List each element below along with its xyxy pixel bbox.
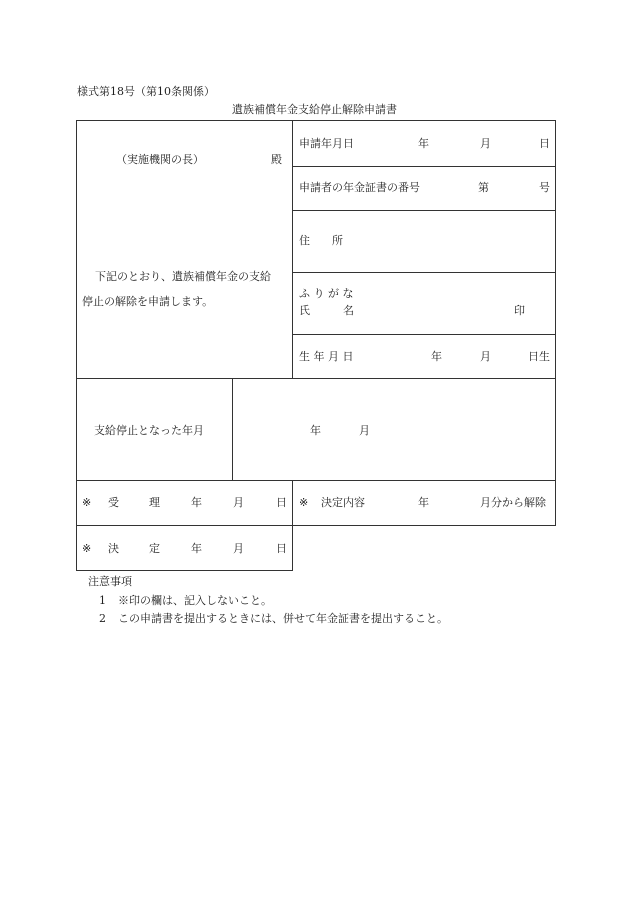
application-date-month: 月 — [480, 137, 491, 150]
name-seal: 印 — [514, 304, 525, 317]
application-date-year: 年 — [418, 137, 429, 150]
decision-content-mark: ※ — [299, 496, 309, 509]
name-label: 氏 名 — [299, 304, 354, 317]
request-text-line2: 停止の解除を申請します。 — [82, 295, 214, 308]
address-label: 住 所 — [299, 234, 343, 247]
request-text-line1: 下記のとおり、遺族補償年金の支給 — [95, 270, 271, 283]
form-number: 様式第18号（第10条関係） — [77, 85, 215, 98]
application-date-label: 申請年月日 — [299, 137, 354, 150]
birth-date-month: 月 — [480, 350, 491, 363]
receipt-month: 月 — [233, 496, 244, 509]
note-1-num: 1 — [99, 594, 106, 607]
certificate-number-dai: 第 — [478, 181, 489, 194]
decision-label-2: 定 — [149, 542, 160, 555]
note-2-text: この申請書を提出するときには、併せて年金証書を提出すること。 — [118, 612, 448, 625]
receipt-mark: ※ — [82, 496, 92, 509]
decision-year: 年 — [191, 542, 202, 555]
decision-day: 日 — [276, 542, 287, 555]
decision-content-suffix: 月分から解除 — [480, 496, 546, 509]
birth-date-suffix: 日生 — [528, 350, 550, 363]
certificate-number-label: 申請者の年金証書の番号 — [299, 181, 420, 194]
receipt-label-2: 理 — [149, 496, 160, 509]
addressee-org: （実施機関の長） — [116, 153, 204, 166]
birth-date-label: 生 年 月 日 — [299, 350, 354, 363]
application-date-day: 日 — [539, 137, 550, 150]
receipt-label-1: 受 — [108, 496, 119, 509]
birth-date-year: 年 — [431, 350, 442, 363]
note-1-text: ※印の欄は、記入しないこと。 — [118, 594, 272, 607]
notes-heading: 注意事項 — [88, 575, 132, 588]
suspension-month: 月 — [359, 424, 370, 437]
form-title: 遺族補償年金支給停止解除申請書 — [232, 103, 397, 116]
decision-label-1: 決 — [108, 542, 119, 555]
receipt-day: 日 — [276, 496, 287, 509]
receipt-year: 年 — [191, 496, 202, 509]
note-2-num: 2 — [99, 612, 106, 625]
decision-month: 月 — [233, 542, 244, 555]
name-furigana: ふ り が な — [299, 287, 354, 300]
decision-content-label: 決定内容 — [321, 496, 365, 509]
certificate-number-go: 号 — [539, 181, 550, 194]
decision-mark: ※ — [82, 542, 92, 555]
decision-content-year: 年 — [418, 496, 429, 509]
addressee-honorific: 殿 — [271, 153, 282, 166]
suspension-label: 支給停止となった年月 — [94, 424, 204, 437]
suspension-year: 年 — [310, 424, 321, 437]
